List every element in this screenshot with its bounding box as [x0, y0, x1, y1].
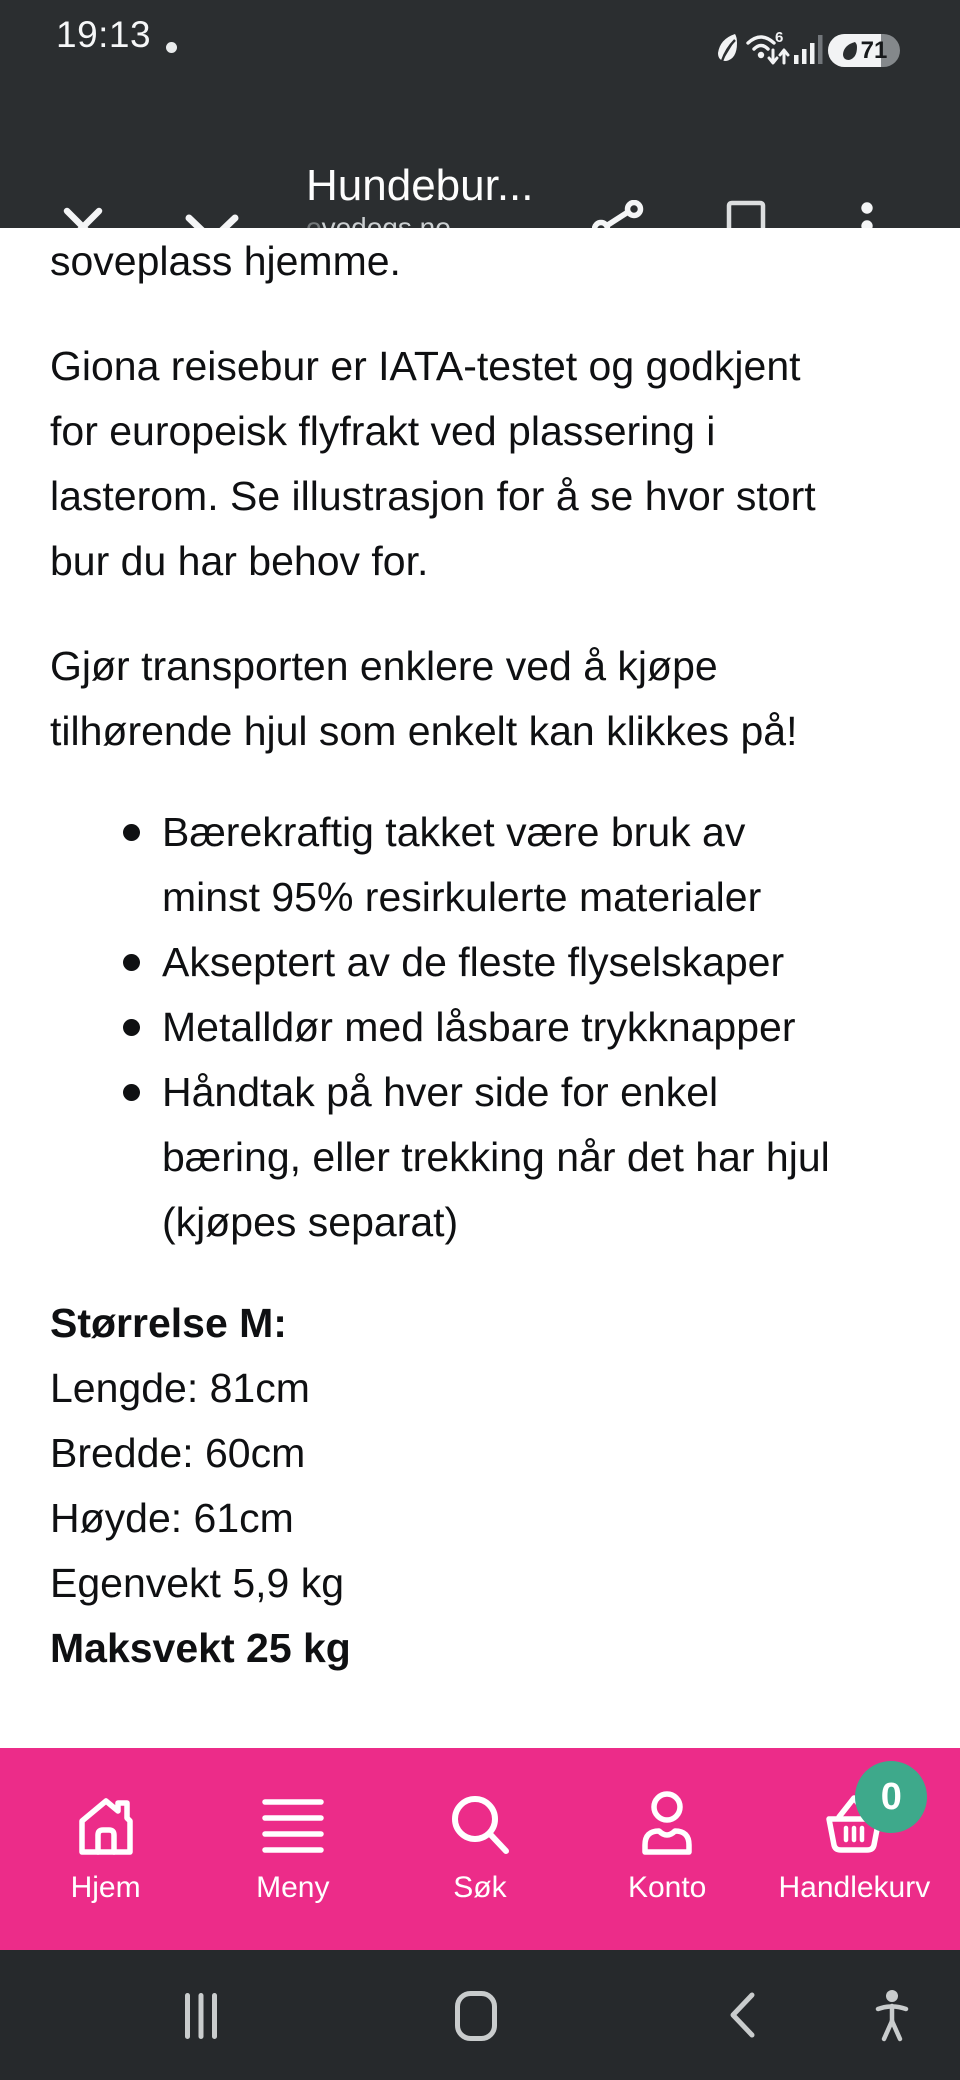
- list-item-text: Håndtak på hver side for enkel bæring, eller trekking når det har hjul (kjøpes separat): [162, 1069, 830, 1245]
- search-icon: [449, 1793, 511, 1855]
- browser-header: [0, 72, 960, 228]
- list-item-text: Metalldør med låsbare trykknapper: [162, 1004, 796, 1050]
- paragraph-wheels: Gjør transporten enklere ved å kjøpe tilhørende hjul som enkelt kan klikkes på!: [50, 643, 798, 754]
- nav-label: Hjem: [70, 1871, 141, 1904]
- cart-badge: 0: [855, 1761, 927, 1833]
- android-system-nav: [0, 1950, 960, 2080]
- nav-item-sok[interactable]: [391, 1793, 569, 1905]
- list-item: [50, 1060, 940, 1255]
- home-icon: [72, 1793, 140, 1855]
- menu-icon: [262, 1793, 324, 1855]
- home-button[interactable]: [455, 1991, 497, 2041]
- intro-fragment: soveplass hjemme.: [50, 238, 401, 284]
- nav-label: Konto: [627, 1871, 707, 1904]
- product-description: [0, 228, 960, 1748]
- bullet-icon: [123, 1019, 140, 1036]
- recents-button[interactable]: [185, 1993, 217, 2039]
- bullet-icon: [123, 1084, 140, 1101]
- bullet-icon: [123, 824, 140, 841]
- accessibility-button[interactable]: [872, 1988, 912, 2042]
- back-button[interactable]: [728, 1992, 756, 2038]
- bullet-icon: [123, 954, 140, 971]
- list-item: [50, 995, 940, 1060]
- nav-item-hjem[interactable]: [17, 1793, 195, 1905]
- nav-item-meny[interactable]: [204, 1793, 382, 1905]
- dimension-height: Høyde: 61cm: [50, 1495, 294, 1541]
- nav-label: Meny: [256, 1871, 330, 1904]
- home-pill-icon: [455, 1991, 497, 2041]
- list-item-text: Bærekraftig takket være bruk av minst 95% resirkulerte materialer: [162, 809, 762, 920]
- own-weight: Egenvekt 5,9 kg: [50, 1560, 345, 1606]
- accessibility-person-icon: [872, 1988, 912, 2042]
- nav-label: Handlekurv: [778, 1871, 931, 1904]
- list-item-text: Akseptert av de fleste flyselskaper: [162, 939, 785, 985]
- list-item: [50, 930, 940, 995]
- paragraph-iata: Giona reisebur er IATA-testet og godkjent for europeisk flyfrakt ved plassering i lasterom. Se illustrasjon for å se hvor stort bur du har behov for.: [50, 343, 816, 584]
- shop-bottom-nav: [0, 1748, 960, 1950]
- feature-list: [50, 800, 940, 1255]
- basket-icon: [821, 1775, 902, 1855]
- battery-indicator: [828, 34, 900, 67]
- dimensions-block: [50, 1356, 940, 1551]
- recents-icon: [185, 1993, 217, 2039]
- svg-text:6: 6: [775, 29, 784, 46]
- battery-percent: 71: [860, 36, 888, 64]
- nav-label: Søk: [453, 1871, 507, 1904]
- list-item: [50, 800, 940, 930]
- wifi6-updown-icon: [746, 28, 792, 73]
- nav-item-handlekurv[interactable]: [765, 1775, 943, 1905]
- size-heading: Størrelse M:: [50, 1300, 287, 1346]
- account-icon: [637, 1793, 697, 1855]
- back-chevron-icon: [728, 1992, 756, 2038]
- notification-dot-icon: [166, 42, 177, 53]
- page-title: Hundebur...: [306, 161, 534, 210]
- dimension-width: Bredde: 60cm: [50, 1430, 306, 1476]
- nav-item-konto[interactable]: [578, 1793, 756, 1905]
- clock: 19:13: [56, 14, 152, 55]
- max-weight: Maksvekt 25 kg: [50, 1625, 351, 1671]
- power-saving-leaf-icon: [714, 32, 740, 69]
- status-bar: [0, 0, 960, 72]
- dimension-length: Lengde: 81cm: [50, 1365, 310, 1411]
- battery-leaf-icon: [841, 40, 859, 62]
- signal-bars-icon: [794, 34, 824, 69]
